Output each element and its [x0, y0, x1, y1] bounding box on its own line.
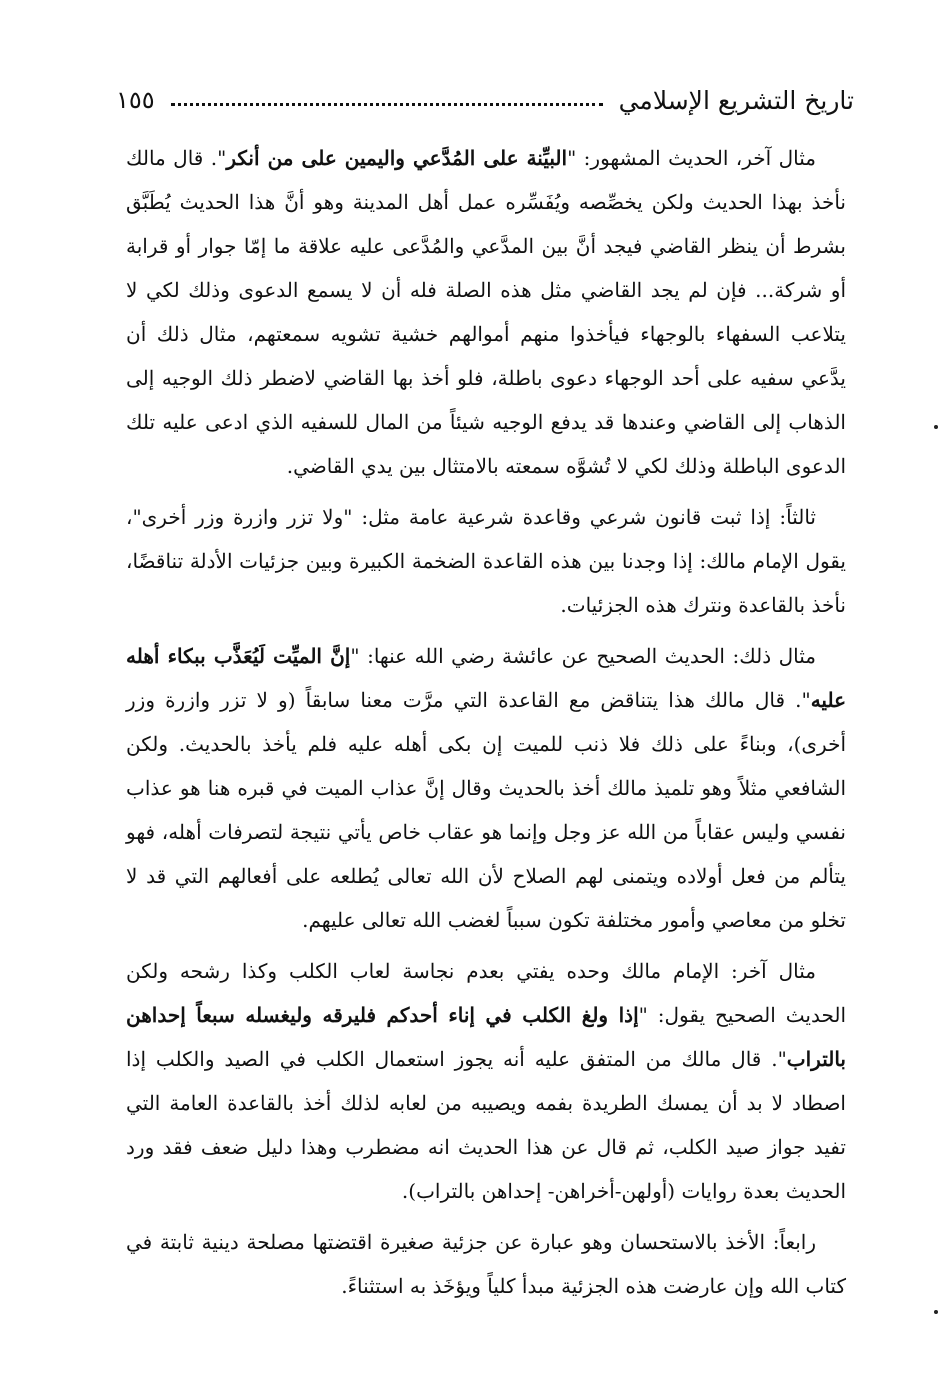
paragraph-1 — [126, 136, 846, 488]
scan-speck — [934, 425, 938, 429]
paragraph-4 — [126, 949, 846, 1213]
paragraph-4-text: ". قال مالك من المتفق عليه أنه يجوز استعمال الكلب في الصيد والكلب إذا اصطاد لا بد أن يمسك الطريدة بفمه ويصيبه من لعابه لذلك أخذ بالقاعدة العامة التي تفيد جواز صيد الكلب، ثم قال عن هذا الحديث انه مضطرب وهذا دليل ضعف فقد ورد الحديث بعدة روايات (أولهن-أخراهن- إحداهن بالتراب). — [126, 1047, 846, 1203]
paragraph-2: ثالثاً: إذا ثبت قانون شرعي وقاعدة شرعية عامة مثل: "ولا تزر وازرة وزر أخرى"، يقول الإمام مالك: إذا وجدنا بين هذه القاعدة الضخمة الكبيرة وبين جزئيات الأدلة تناقضًا، نأخذ بالقاعدة ونترك هذه الجزئيات. — [126, 505, 846, 617]
hadith-quote-1: البيِّنة على المُدَّعي واليمين على من أنكر — [226, 146, 568, 170]
scan-speck — [934, 1310, 938, 1314]
paragraph-4-intro: مثال آخر: الإمام مالك وحده يفتي بعدم نجاسة لعاب الكلب وكذا رشحه ولكن الحديث الصحيح يقول: " — [126, 959, 846, 1027]
hadith-quote-2: إنَّ الميِّت لَيُعَذَّب ببكاء أهله عليه — [126, 644, 846, 712]
paragraph-1-intro: مثال آخر، الحديث المشهور: " — [567, 146, 816, 170]
dotted-leader — [171, 103, 603, 106]
paragraph-3 — [126, 634, 846, 942]
paragraph-1-text: ". قال مالك نأخذ بهذا الحديث ولكن يخصِّصه ويُفَسِّره عمل أهل المدينة وهو أنَّ هذا الحديث يُطَبَّق بشرط أن ينظر القاضي فيجد أنَّ بين المدَّعي والمُدَّعى عليه علاقة ما إمّا جوار أو قرابة أو شركة... فإن لم يجد القاضي مثل هذه الصلة فله أن لا يسمع الدعوى وذلك لكي لا يتلاعب السفهاء بالوجهاء فيأخذوا منهم أموالهم خشية تشويه سمعتهم، مثال ذلك أن يدَّعي سفيه على أحد الوجهاء دعوى باطلة، فلو أخذ بها القاضي لاضطر ذلك الوجيه إلى الذهاب إلى القاضي وعندها قد يدفع الوجيه شيئاً من المال للسفيه الذي ادعى عليه تلك الدعوى الباطلة وذلك لكي لا تُشوَّه سمعته بالامتثال بين يدي القاضي. — [126, 146, 846, 478]
paragraph-5: رابعاً: الأخذ بالاستحسان وهو عبارة عن جزئية صغيرة اقتضتها مصلحة دينية ثابتة في كتاب الله وإن عارضت هذه الجزئية مبدأ كلياً ويؤخَذ به استثناءً. — [126, 1230, 846, 1298]
page-header — [116, 78, 854, 122]
page-number: ١٥٥ — [116, 86, 155, 114]
paragraph-3-intro: مثال ذلك: الحديث الصحيح عن عائشة رضي الله عنها: " — [350, 644, 816, 668]
running-title: تاريخ التشريع الإسلامي — [618, 85, 854, 115]
paragraph-3-text: ". قال مالك هذا يتناقض مع القاعدة التي مرَّت معنا سابقاً (و لا تزر وازرة وزر أخرى)، وبناءً على ذلك فلا ذنب للميت إن بكى أهله عليه فلم يأخذ بالحديث. ولكن الشافعي مثلاً وهو تلميذ مالك أخذ بالحديث وقال إنَّ عذاب الميت في قبره هنا هو عذاب نفسي وليس عقاباً من الله عز وجل وإنما هو عقاب خاص يأتي نتيجة لتصرفات أهله، فهو يتألم من فعل أولاده ويتمنى لهم الصلاح لأن الله تعالى يُطلعه على أفعالهم التي قد لا تخلو من معاصي وأمور مختلفة تكون سبباً لغضب الله تعالى عليهم. — [126, 688, 846, 932]
hadith-quote-3: إذا ولغ الكلب في إناء أحدكم فليرقه وليغسله سبعاً إحداهن بالتراب — [126, 1003, 846, 1071]
page-body — [126, 136, 846, 1315]
